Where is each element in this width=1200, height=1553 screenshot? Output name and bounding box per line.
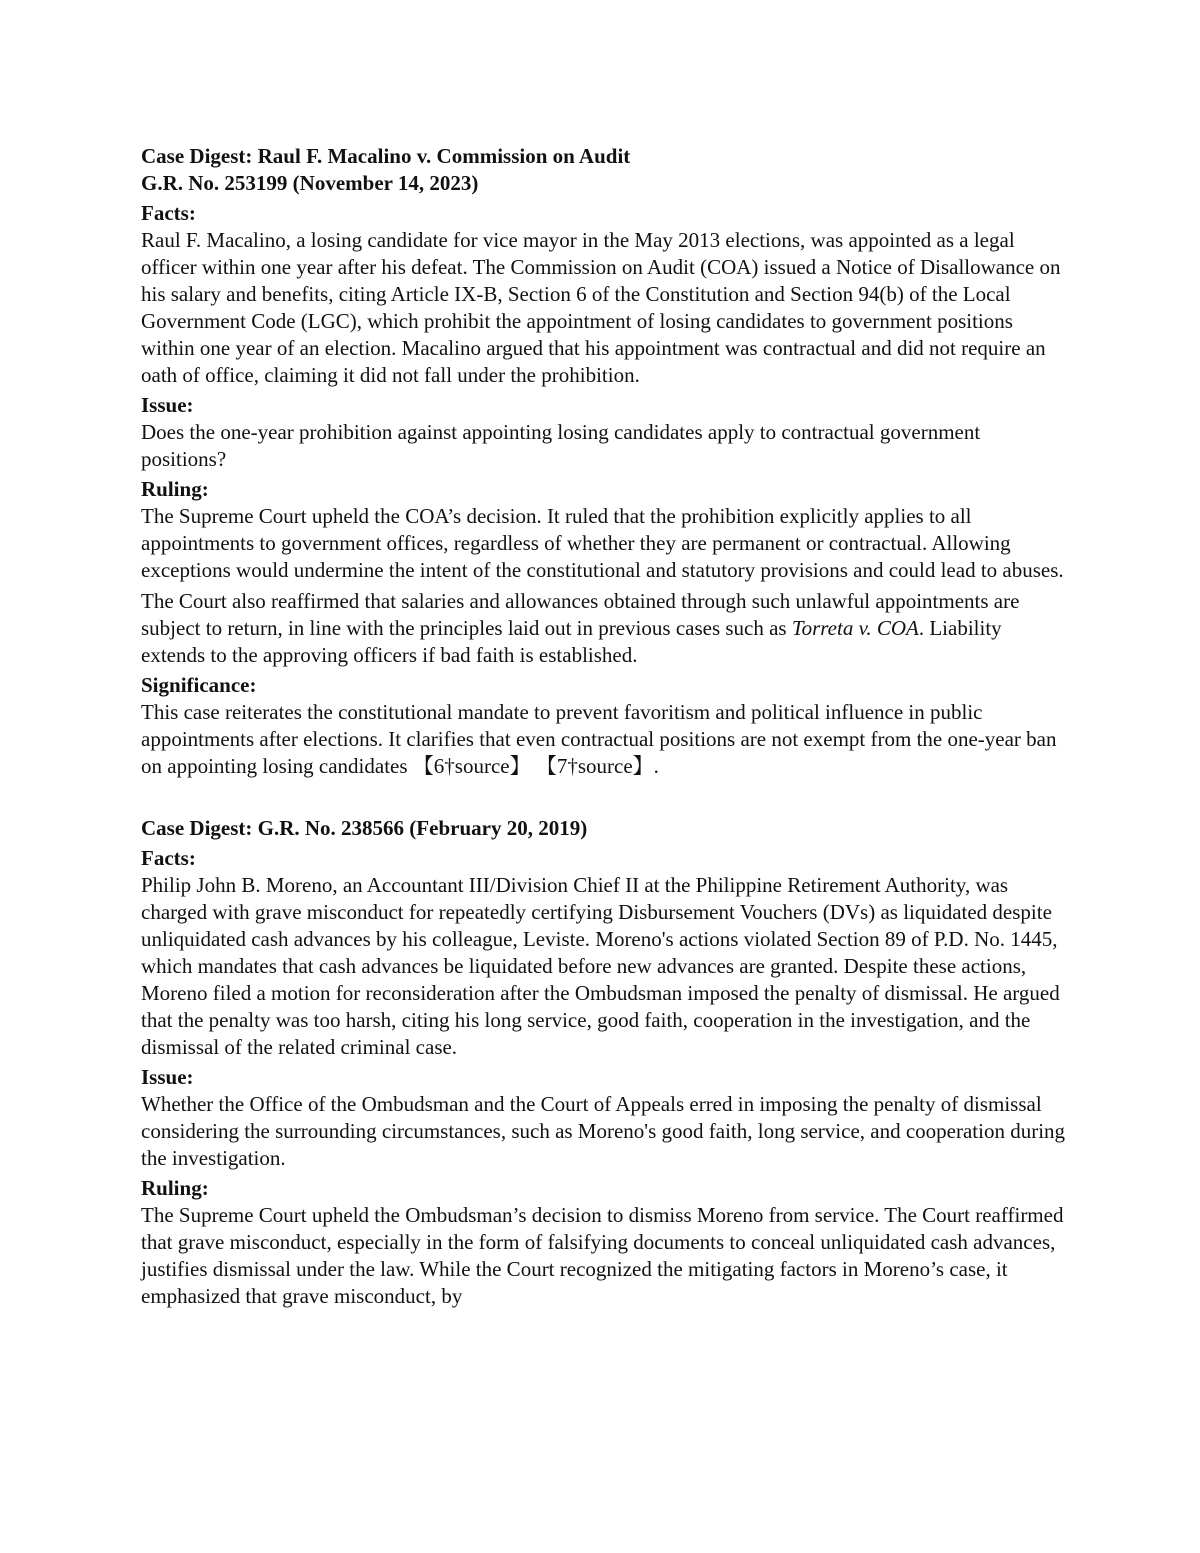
ruling-paragraph-2	[141, 588, 1070, 669]
case-subtitle: G.R. No. 253199 (November 14, 2023)	[141, 171, 479, 195]
section-spacer	[141, 780, 1070, 815]
case-citation: Torreta v. COA	[791, 616, 919, 640]
ruling-text-part-2: . Liability extends to the approving officers if bad faith is established.	[141, 616, 1002, 667]
facts-heading: Facts:	[141, 846, 196, 870]
case-title: Case Digest: G.R. No. 238566 (February 20, 2019)	[141, 816, 588, 840]
case-title: Case Digest: Raul F. Macalino v. Commission on Audit	[141, 144, 631, 168]
facts-paragraph: Raul F. Macalino, a losing candidate for vice mayor in the May 2013 elections, was appointed as a legal officer within one year after his defeat. The Commission on Audit (COA) issued a Notice of Disallowance on his salary and benefits, citing Article IX-B, Section 6 of the Constitution and Section 94(b) of the Local Government Code (LGC), which prohibit the appointment of losing candidates to government positions within one year of an election. Macalino argued that his appointment was contractual and did not require an oath of office, claiming it did not fall under the prohibition.	[141, 228, 1061, 387]
ruling-paragraph: The Supreme Court upheld the COA’s decision. It ruled that the prohibition explicitly applies to all appointments to government offices, regardless of whether they are permanent or contractual. Allowing exceptions would undermine the intent of the constitutional and statutory provisions and could lead to abuses.	[141, 504, 1064, 582]
significance-paragraph: This case reiterates the constitutional mandate to prevent favoritism and political influence in public appointments after elections. It clarifies that even contractual positions are not exempt from the one-year ban on appointing losing candidates 【6†source】 【7†source】.	[141, 700, 1057, 778]
issue-paragraph: Does the one-year prohibition against appointing losing candidates apply to contractual government positions?	[141, 420, 981, 471]
ruling-heading: Ruling:	[141, 477, 209, 501]
case-digest-macalino	[141, 143, 1070, 780]
facts-heading: Facts:	[141, 201, 196, 225]
ruling-text-part-1: The Court also reaffirmed that salaries and allowances obtained through such unlawful appointments are subject to return, in line with the principles laid out in previous cases such as	[141, 589, 1020, 640]
issue-heading: Issue:	[141, 1065, 194, 1089]
issue-paragraph: Whether the Office of the Ombudsman and the Court of Appeals erred in imposing the penalty of dismissal considering the surrounding circumstances, such as Moreno's good faith, long service, and cooperation during the investigation.	[141, 1092, 1066, 1170]
case-digest-moreno	[141, 815, 1070, 1310]
ruling-paragraph: The Supreme Court upheld the Ombudsman’s decision to dismiss Moreno from service. The Court reaffirmed that grave misconduct, especially in the form of falsifying documents to conceal unliquidated cash advances, justifies dismissal under the law. While the Court recognized the mitigating factors in Moreno’s case, it emphasized that grave misconduct, by	[141, 1203, 1064, 1308]
significance-heading: Significance:	[141, 673, 257, 697]
ruling-heading: Ruling:	[141, 1176, 209, 1200]
issue-heading: Issue:	[141, 393, 194, 417]
facts-paragraph: Philip John B. Moreno, an Accountant III/Division Chief II at the Philippine Retirement Authority, was charged with grave misconduct for repeatedly certifying Disbursement Vouchers (DVs) as liquidated despite unliquidated cash advances by his colleague, Leviste. Moreno's actions violated Section 89 of P.D. No. 1445, which mandates that cash advances be liquidated before new advances are granted. Despite these actions, Moreno filed a motion for reconsideration after the Ombudsman imposed the penalty of dismissal. He argued that the penalty was too harsh, citing his long service, good faith, cooperation in the investigation, and the dismissal of the related criminal case.	[141, 873, 1060, 1059]
